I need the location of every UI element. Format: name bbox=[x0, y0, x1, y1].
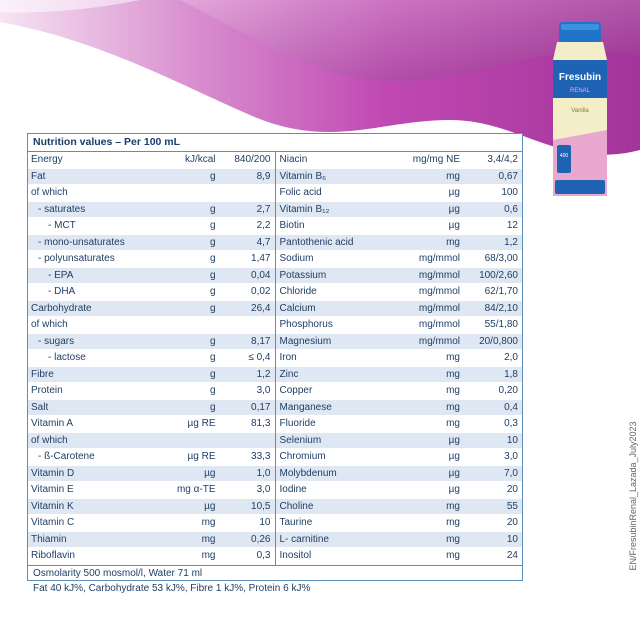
table-row bbox=[28, 317, 275, 334]
nutrient-value bbox=[216, 433, 275, 449]
nutrient-value: 0,17 bbox=[251, 401, 271, 413]
table-footer bbox=[28, 565, 522, 596]
nutrient-unit: mg/mmol bbox=[418, 335, 460, 347]
table-row bbox=[276, 202, 523, 219]
nutrient-unit: mg bbox=[201, 550, 216, 561]
table-row bbox=[276, 383, 523, 400]
nutrient-value bbox=[216, 185, 275, 201]
table-row bbox=[28, 202, 275, 219]
nutrient-value: 4,7 bbox=[256, 236, 271, 248]
table-row bbox=[276, 185, 523, 202]
nutrient-value: 8,9 bbox=[256, 170, 271, 182]
nutrient-value: 24 bbox=[506, 550, 518, 561]
nutrient-name: Folic acid bbox=[279, 187, 322, 198]
nutrient-value: 81,3 bbox=[251, 418, 271, 429]
nutrient-unit: µg bbox=[448, 220, 460, 231]
nutrient-value: 1,2 bbox=[504, 236, 518, 248]
nutrient-unit: mg bbox=[446, 352, 460, 363]
nutrient-value: 10 bbox=[506, 533, 518, 545]
nutrient-unit: mg bbox=[446, 170, 460, 182]
nutrient-value: ≤ 0,4 bbox=[248, 352, 271, 363]
nutrient-name: - EPA bbox=[48, 269, 74, 281]
nutrient-unit: µg bbox=[448, 203, 460, 215]
table-row bbox=[28, 449, 275, 466]
table-row bbox=[276, 482, 523, 499]
nutrient-value: 0,3 bbox=[504, 418, 518, 429]
nutrient-name: Pantothenic acid bbox=[279, 236, 354, 248]
left-column bbox=[28, 152, 276, 565]
nutrient-unit: mg bbox=[201, 533, 216, 545]
nutrient-unit: g bbox=[209, 352, 216, 363]
nutrient-unit bbox=[146, 185, 216, 201]
nutrient-unit: mg bbox=[446, 517, 460, 528]
nutrient-value: 68/3,00 bbox=[484, 253, 518, 264]
nutrient-name: Magnesium bbox=[279, 335, 332, 347]
nutrient-name: Vitamin C bbox=[31, 517, 75, 528]
table-row bbox=[28, 235, 275, 252]
nutrient-name: Energy bbox=[31, 154, 63, 165]
nutrient-name: Sodium bbox=[279, 253, 314, 264]
nutrient-name: Thiamin bbox=[31, 533, 67, 545]
nutrient-unit: mg bbox=[446, 550, 460, 561]
nutrient-value: 0,26 bbox=[251, 533, 271, 545]
nutrient-unit: mg bbox=[446, 401, 460, 413]
product-volume: 400 bbox=[559, 153, 569, 159]
table-row bbox=[276, 499, 523, 516]
nutrient-unit: mg α-TE bbox=[176, 484, 216, 495]
nutrient-value: 12 bbox=[506, 220, 518, 231]
table-row bbox=[28, 383, 275, 400]
table-row bbox=[276, 367, 523, 384]
nutrient-name: Vitamin A bbox=[31, 418, 74, 429]
nutrient-unit: mg/mmol bbox=[418, 286, 460, 297]
nutrient-unit bbox=[146, 433, 216, 449]
nutrient-name: Biotin bbox=[279, 220, 305, 231]
table-row bbox=[276, 334, 523, 351]
nutrient-unit: g bbox=[209, 335, 216, 347]
nutrient-unit: mg/mmol bbox=[418, 269, 460, 281]
table-row bbox=[28, 400, 275, 417]
nutrient-value: 1,8 bbox=[504, 368, 518, 380]
nutrient-unit: g bbox=[209, 220, 216, 231]
nutrient-unit: mg/mmol bbox=[418, 302, 460, 314]
nutrient-value: 33,3 bbox=[251, 451, 271, 462]
table-row bbox=[28, 532, 275, 549]
table-row bbox=[28, 350, 275, 367]
nutrient-value: 2,0 bbox=[504, 352, 518, 363]
nutrient-value: 20 bbox=[506, 484, 518, 495]
nutrient-value: 1,2 bbox=[256, 368, 271, 380]
nutrient-name: - mono-unsaturates bbox=[38, 236, 125, 248]
nutrient-name: Protein bbox=[31, 385, 63, 396]
nutrient-unit: g bbox=[209, 286, 216, 297]
nutrient-name: Vitamin B₆ bbox=[279, 170, 327, 182]
nutrient-name: - sugars bbox=[38, 335, 75, 347]
right-column bbox=[276, 152, 523, 565]
nutrient-name: Molybdenum bbox=[279, 467, 337, 479]
table-row bbox=[28, 152, 275, 169]
nutrient-value: 2,7 bbox=[256, 203, 271, 215]
side-reference-text: EN/FresubinRenal_Lazada_July2023 bbox=[628, 421, 638, 571]
nutrient-value: 3,0 bbox=[504, 451, 518, 462]
table-row bbox=[28, 284, 275, 301]
nutrient-unit: µg RE bbox=[187, 451, 216, 462]
table-row bbox=[28, 301, 275, 318]
table-row bbox=[276, 466, 523, 483]
nutrient-unit: mg bbox=[446, 236, 460, 248]
product-flavour: Vanilla bbox=[571, 108, 589, 114]
nutrient-unit: g bbox=[209, 253, 216, 264]
nutrient-name: Fibre bbox=[31, 368, 54, 380]
product-brand: Fresubin bbox=[558, 72, 602, 83]
nutrient-unit: g bbox=[209, 368, 216, 380]
nutrient-value: 1,0 bbox=[256, 467, 271, 479]
nutrient-value: 0,04 bbox=[251, 269, 271, 281]
nutrient-unit: mg bbox=[446, 418, 460, 429]
table-row bbox=[28, 251, 275, 268]
nutrient-name: Copper bbox=[279, 385, 313, 396]
table-row bbox=[28, 367, 275, 384]
table-title: Nutrition values – Per 100 mL bbox=[28, 134, 522, 152]
table-row bbox=[276, 400, 523, 417]
nutrient-value bbox=[216, 317, 275, 333]
table-row bbox=[28, 499, 275, 516]
nutrient-name: Taurine bbox=[279, 517, 313, 528]
nutrient-name: Selenium bbox=[279, 434, 322, 446]
table-row bbox=[28, 416, 275, 433]
table-row bbox=[28, 548, 275, 565]
table-row bbox=[276, 449, 523, 466]
table-row bbox=[276, 548, 523, 565]
nutrient-value: 1,47 bbox=[251, 253, 271, 264]
nutrient-name: of which bbox=[31, 187, 68, 198]
table-row bbox=[28, 466, 275, 483]
nutrient-unit: mg bbox=[201, 517, 216, 528]
nutrient-unit: g bbox=[209, 302, 216, 314]
table-row bbox=[276, 433, 523, 450]
table-row bbox=[28, 169, 275, 186]
nutrient-name: Phosphorus bbox=[279, 319, 333, 330]
nutrient-name: Fat bbox=[31, 170, 46, 182]
table-row bbox=[28, 515, 275, 532]
nutrition-table bbox=[27, 133, 523, 594]
table-row bbox=[276, 416, 523, 433]
nutrient-value: 0,6 bbox=[504, 203, 518, 215]
nutrient-value: 2,2 bbox=[256, 220, 271, 231]
nutrient-unit: µg bbox=[204, 467, 216, 479]
table-row bbox=[28, 334, 275, 351]
nutrient-name: of which bbox=[31, 434, 68, 446]
nutrient-name: - lactose bbox=[48, 352, 86, 363]
nutrient-value: 7,0 bbox=[504, 467, 518, 479]
nutrient-unit: mg/mmol bbox=[418, 319, 460, 330]
side-reference-code bbox=[628, 386, 638, 606]
nutrient-unit: µg bbox=[448, 434, 460, 446]
nutrient-unit: µg bbox=[448, 451, 460, 462]
nutrient-unit: g bbox=[209, 203, 216, 215]
footer-osmolarity: Osmolarity 500 mosmol/l, Water 71 ml bbox=[33, 567, 203, 579]
nutrient-value: 10 bbox=[259, 517, 271, 528]
nutrient-unit: g bbox=[209, 385, 216, 396]
table-row bbox=[28, 268, 275, 285]
nutrient-name: Niacin bbox=[279, 154, 308, 165]
nutrient-unit bbox=[146, 317, 216, 333]
nutrient-value: 10,5 bbox=[251, 500, 271, 512]
nutrient-unit: g bbox=[209, 401, 216, 413]
nutrient-unit: µg bbox=[448, 467, 460, 479]
nutrient-value: 8,17 bbox=[251, 335, 271, 347]
nutrient-unit: kJ/kcal bbox=[184, 154, 216, 165]
table-row bbox=[28, 433, 275, 450]
nutrient-value: 3,4/4,2 bbox=[487, 154, 518, 165]
table-row bbox=[276, 515, 523, 532]
nutrient-name: Fluoride bbox=[279, 418, 316, 429]
nutrient-name: Choline bbox=[279, 500, 314, 512]
nutrient-name: Vitamin B₁₂ bbox=[279, 203, 330, 215]
nutrient-unit: µg bbox=[448, 484, 460, 495]
nutrient-value: 62/1,70 bbox=[484, 286, 518, 297]
nutrient-unit: µg RE bbox=[187, 418, 216, 429]
nutrient-name: Salt bbox=[31, 401, 49, 413]
table-row bbox=[276, 152, 523, 169]
nutrient-value: 0,02 bbox=[251, 286, 271, 297]
nutrient-name: Calcium bbox=[279, 302, 316, 314]
nutrient-name: Chromium bbox=[279, 451, 326, 462]
product-bottle-image bbox=[549, 20, 611, 198]
nutrient-name: - saturates bbox=[38, 203, 86, 215]
nutrient-unit: mg/mmol bbox=[418, 253, 460, 264]
table-row bbox=[28, 482, 275, 499]
table-row bbox=[276, 218, 523, 235]
nutrient-unit: mg bbox=[446, 500, 460, 512]
nutrient-value: 0,67 bbox=[498, 170, 518, 182]
nutrient-name: Vitamin D bbox=[31, 467, 75, 479]
product-variant: RENAL bbox=[569, 88, 591, 94]
table-row bbox=[276, 251, 523, 268]
nutrient-name: Manganese bbox=[279, 401, 332, 413]
nutrient-name: Potassium bbox=[279, 269, 327, 281]
nutrient-name: - polyunsaturates bbox=[38, 253, 115, 264]
nutrient-value: 55 bbox=[506, 500, 518, 512]
table-row bbox=[276, 532, 523, 549]
nutrient-unit: µg bbox=[448, 187, 460, 198]
nutrient-name: - MCT bbox=[48, 220, 76, 231]
nutrient-value: 840/200 bbox=[234, 154, 271, 165]
footer-energy-distribution: Fat 40 kJ%, Carbohydrate 53 kJ%, Fibre 1 kJ%, Protein 6 kJ% bbox=[33, 582, 311, 594]
table-row bbox=[276, 268, 523, 285]
table-row bbox=[276, 169, 523, 186]
table-row bbox=[276, 284, 523, 301]
nutrient-name: of which bbox=[31, 319, 68, 330]
nutrient-name: - DHA bbox=[48, 286, 76, 297]
nutrient-unit: mg bbox=[446, 385, 460, 396]
nutrient-name: Chloride bbox=[279, 286, 317, 297]
nutrient-name: Inositol bbox=[279, 550, 312, 561]
nutrient-name: Riboflavin bbox=[31, 550, 75, 561]
nutrient-value: 10 bbox=[506, 434, 518, 446]
nutrient-unit: g bbox=[209, 236, 216, 248]
table-row bbox=[276, 301, 523, 318]
nutrient-name: Iodine bbox=[279, 484, 307, 495]
nutrient-unit: mg bbox=[446, 533, 460, 545]
nutrient-value: 100 bbox=[501, 187, 518, 198]
nutrient-unit: µg bbox=[204, 500, 216, 512]
nutrient-value: 0,4 bbox=[504, 401, 518, 413]
nutrient-unit: g bbox=[209, 170, 216, 182]
nutrient-unit: g bbox=[209, 269, 216, 281]
nutrient-value: 84/2,10 bbox=[484, 302, 518, 314]
table-row bbox=[276, 235, 523, 252]
nutrient-value: 55/1,80 bbox=[484, 319, 518, 330]
nutrient-value: 3,0 bbox=[256, 385, 271, 396]
nutrient-value: 100/2,60 bbox=[479, 269, 518, 281]
nutrient-name: L- carnitine bbox=[279, 533, 329, 545]
nutrient-value: 0,20 bbox=[498, 385, 518, 396]
nutrient-value: 3,0 bbox=[256, 484, 271, 495]
nutrient-unit: mg/mg NE bbox=[412, 154, 460, 165]
nutrient-name: Iron bbox=[279, 352, 297, 363]
nutrient-value: 0,3 bbox=[256, 550, 271, 561]
nutrient-name: - ß-Carotene bbox=[38, 451, 95, 462]
nutrient-name: Carbohydrate bbox=[31, 302, 92, 314]
table-row bbox=[28, 185, 275, 202]
nutrient-value: 20/0,800 bbox=[479, 335, 518, 347]
nutrient-name: Zinc bbox=[279, 368, 299, 380]
nutrient-name: Vitamin E bbox=[31, 484, 74, 495]
nutrient-value: 26,4 bbox=[251, 302, 271, 314]
table-row bbox=[276, 317, 523, 334]
nutrient-value: 20 bbox=[506, 517, 518, 528]
nutrient-name: Vitamin K bbox=[31, 500, 74, 512]
nutrient-unit: mg bbox=[446, 368, 460, 380]
table-row bbox=[28, 218, 275, 235]
table-row bbox=[276, 350, 523, 367]
